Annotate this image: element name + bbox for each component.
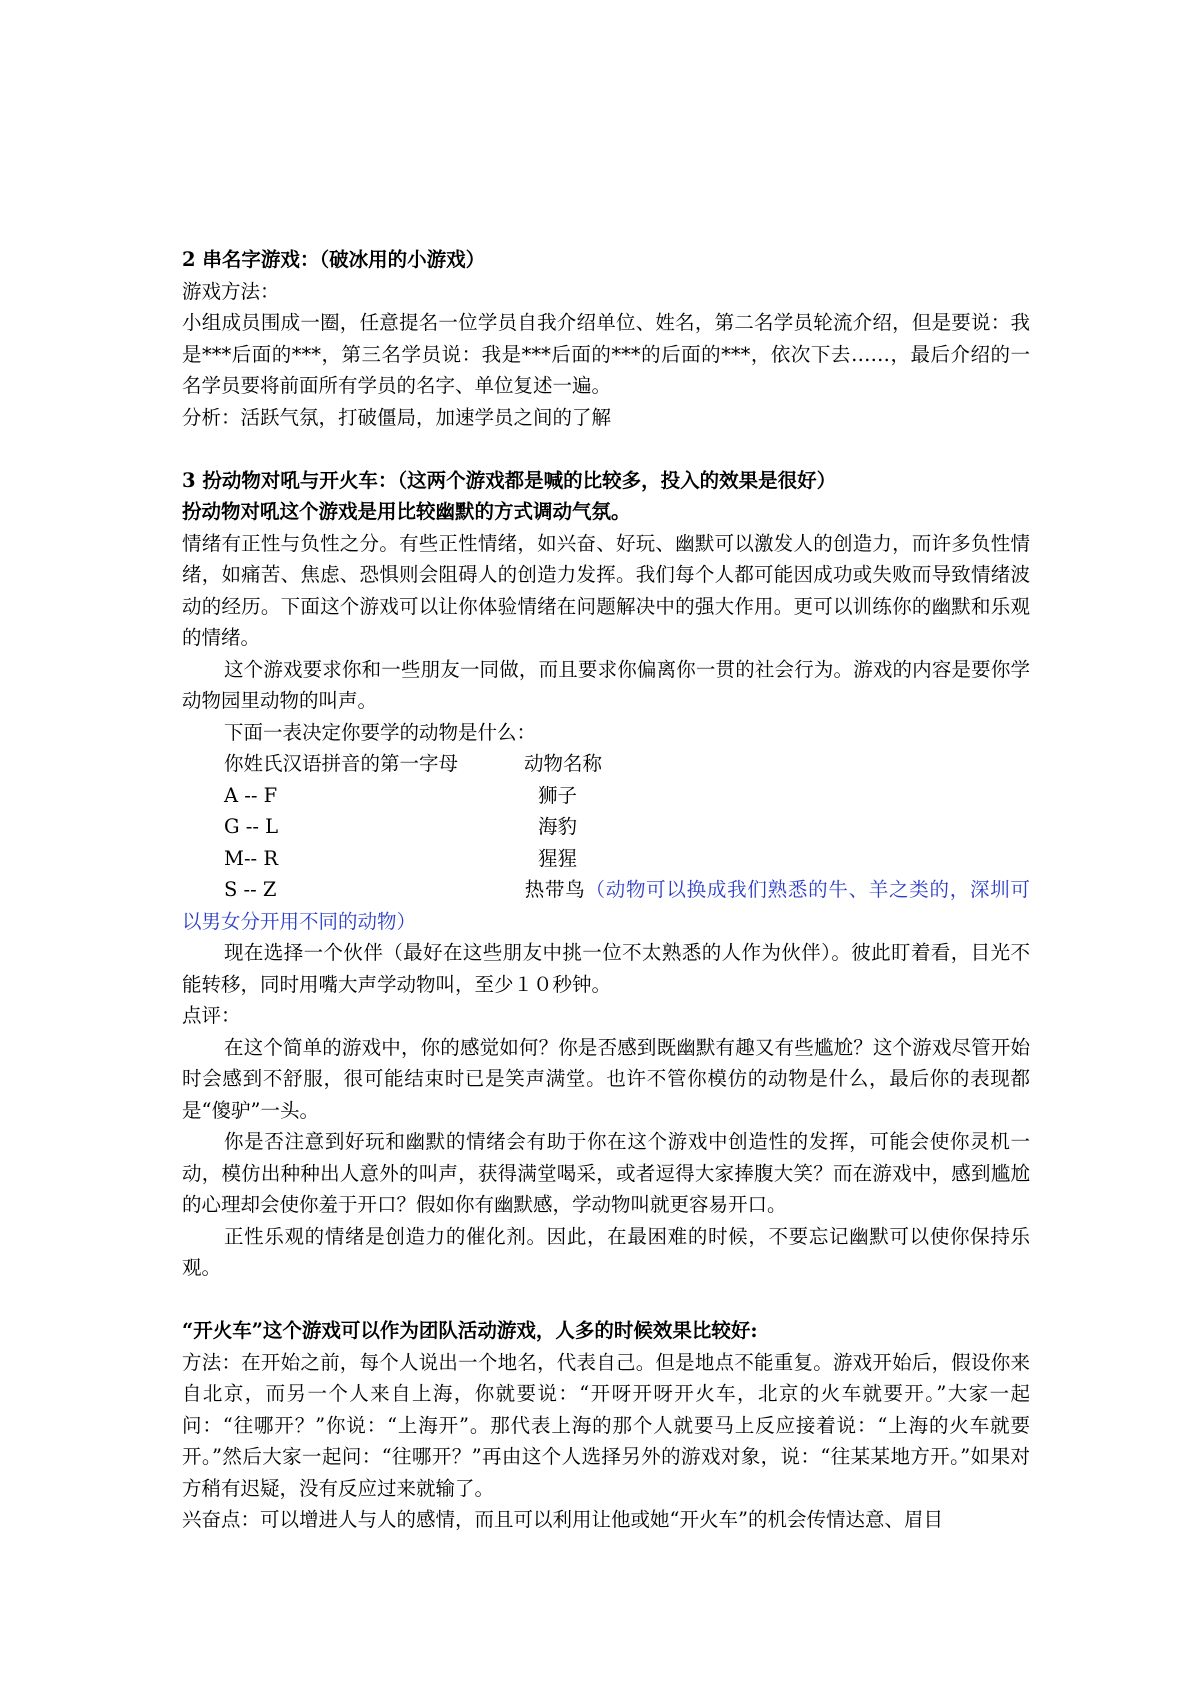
section3-paragraph-4: 现在选择一个伙伴（最好在这些朋友中挑一位不太熟悉的人作为伙伴）。彼此盯着看，目光不能转移，同时用嘴大声学动物叫，至少１０秒钟。 bbox=[182, 941, 1030, 996]
section3-paragraph-7: 正性乐观的情绪是创造力的催化剂。因此，在最困难的时候，不要忘记幽默可以使你保持乐观。 bbox=[182, 1224, 1030, 1279]
table-cell-letters: A -- F bbox=[224, 783, 278, 807]
comment-label: 点评： bbox=[182, 1004, 241, 1027]
section3-paragraph-1: 情绪有正性与负性之分。有些正性情绪，如兴奋、好玩、幽默可以激发人的创造力，而许多负性情绪，如痛苦、焦虑、恐惧则会阻碍人的创造力发挥。我们每个人都可能因成功或失败而导致情绪波动的经历。下面这个游戏可以让你体验情绪在问题解决中的强大作用。更可以训练你的幽默和乐观的情绪。 bbox=[182, 531, 1030, 649]
table-cell-letters: G -- L bbox=[224, 815, 279, 838]
section3-paragraph-5: 在这个简单的游戏中，你的感觉如何？你是否感到既幽默有趣又有些尴尬？这个游戏尽管开始时会感到不舒服，很可能结束时已是笑声满堂。也许不管你模仿的动物是什么，最后你的表现都是“傻驴”一头。 bbox=[182, 1035, 1030, 1122]
table-row bbox=[182, 780, 1030, 812]
animal-note: （动物可以换成我们熟悉的牛、羊之类的，深圳可以男女分开用不同的动物） bbox=[182, 878, 1030, 933]
table-cell-animal: 狮子 bbox=[538, 783, 578, 807]
table-row bbox=[182, 843, 1030, 875]
section3-paragraph-2: 这个游戏要求你和一些朋友一同做，而且要求你偏离你一贯的社会行为。游戏的内容是要你学动物园里动物的叫声。 bbox=[182, 657, 1030, 712]
section3-subtitle: 扮动物对吼这个游戏是用比较幽默的方式调动气氛。 bbox=[182, 500, 631, 523]
section2-title: 2 串名字游戏：（破冰用的小游戏） bbox=[182, 248, 486, 271]
animal-table-header bbox=[182, 748, 1030, 780]
table-cell-animal: 热带鸟 bbox=[524, 878, 586, 901]
train-method: 方法：在开始之前，每个人说出一个地名，代表自己。但是地点不能重复。游戏开始后，假设你来自北京，而另一个人来自上海，你就要说：“开呀开呀开火车，北京的火车就要开。”大家一起问：“往哪开？”你说：“上海开”。那代表上海的那个人就要马上反应接着说：“上海的火车就要开。”然后大家一起问：“往哪开？”再由这个人选择另外的游戏对象，说：“往某某地方开。”如果对方稍有迟疑，没有反应过来就输了。 bbox=[182, 1350, 1030, 1500]
table-cell-letters: S -- Z bbox=[224, 878, 277, 901]
train-title: “开火车”这个游戏可以作为团队活动游戏，人多的时候效果比较好: bbox=[182, 1319, 758, 1342]
table-cell-animal: 猩猩 bbox=[538, 846, 578, 870]
section3-paragraph-3: 下面一表决定你要学的动物是什么： bbox=[224, 720, 537, 744]
section2-analysis: 分析：活跃气氛，打破僵局，加速学员之间的了解 bbox=[182, 405, 612, 429]
table-cell-animal: 海豹 bbox=[538, 815, 578, 838]
table-cell-letters: M-- R bbox=[224, 846, 279, 870]
table-last-row-with-note bbox=[182, 874, 1030, 937]
train-excite: 兴奋点：可以增进人与人的感情，而且可以利用让他或她“开火车”的机会传情达意、眉目 bbox=[182, 1508, 943, 1531]
table-row bbox=[182, 811, 1030, 843]
table-header-animal: 动物名称 bbox=[524, 752, 603, 775]
table-header-letters: 你姓氏汉语拼音的第一字母 bbox=[224, 752, 459, 775]
section3-paragraph-6: 你是否注意到好玩和幽默的情绪会有助于你在这个游戏中创造性的发挥，可能会使你灵机一动，模仿出种种出人意外的叫声，获得满堂喝采，或者逗得大家捧腹大笑？而在游戏中，感到尴尬的心理却会使你羞于开口？假如你有幽默感，学动物叫就更容易开口。 bbox=[182, 1130, 1030, 1216]
document-page bbox=[182, 244, 1030, 1536]
spacer bbox=[182, 433, 1030, 465]
spacer bbox=[182, 1284, 1030, 1316]
section2-method-label: 游戏方法： bbox=[182, 279, 280, 303]
section2-method-text: 小组成员围成一圈，任意提名一位学员自我介绍单位、姓名，第二名学员轮流介绍，但是要说：我是***后面的***，第三名学员说：我是***后面的***的后面的***，依次下去……，最后介绍的一名学员要将前面所有学员的名字、单位复述一遍。 bbox=[182, 311, 1030, 397]
section3-title: 3 扮动物对吼与开火车：（这两个游戏都是喊的比较多，投入的效果是很好） bbox=[182, 468, 837, 492]
